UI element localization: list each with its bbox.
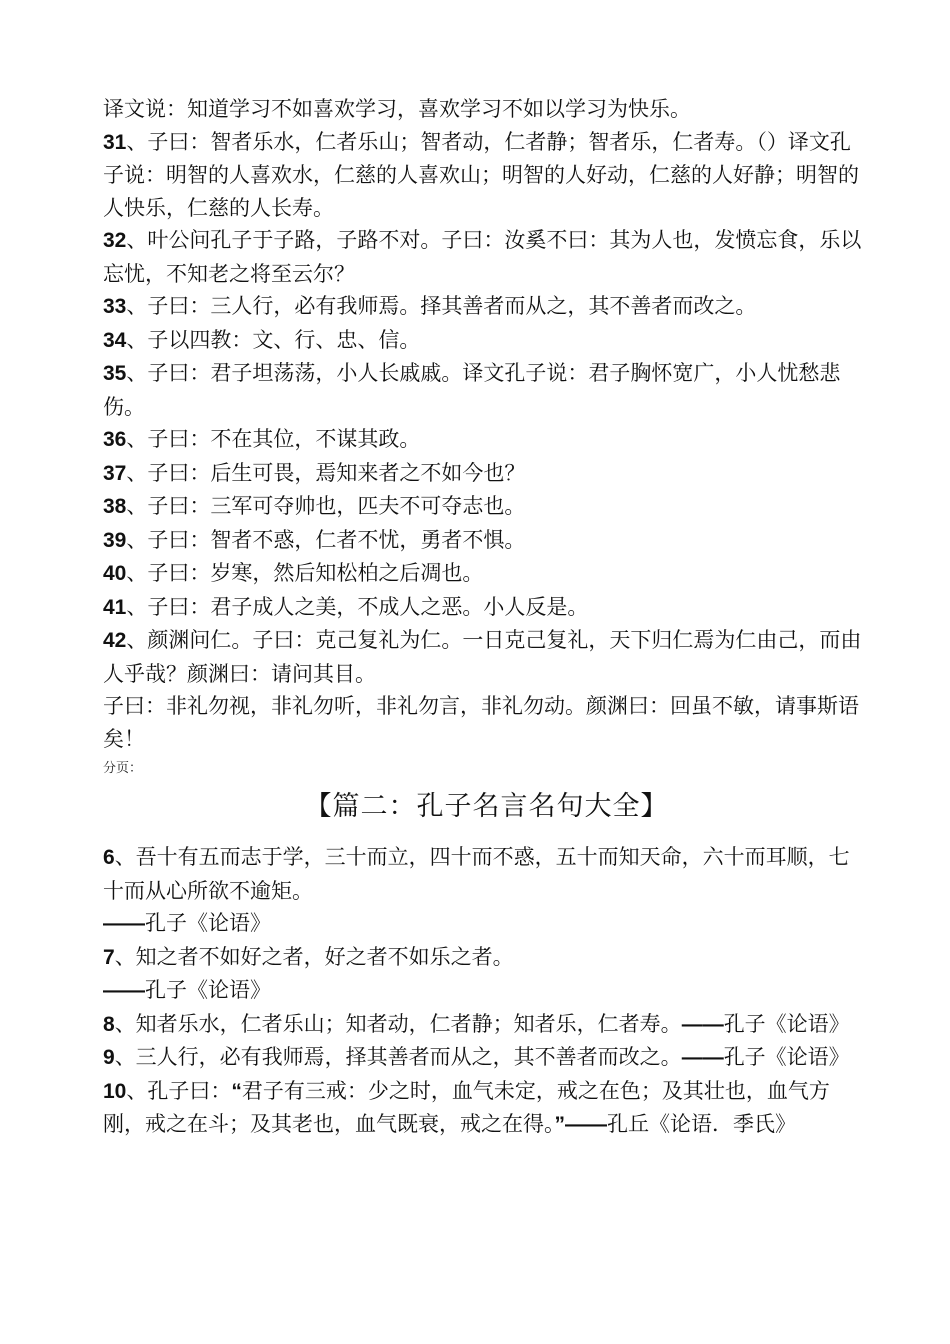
- em-dash: ——: [681, 1046, 724, 1069]
- item-text: 、子曰：不在其位，不谋其政。: [126, 427, 421, 451]
- item-text: 、子以四教：文、行、忠、信。: [126, 327, 421, 352]
- translation-line: 译文说：知道学习不如喜欢学习，喜欢学习不如以学习为快乐。: [103, 97, 691, 121]
- em-dash: ——: [103, 979, 145, 1002]
- quote-33: [103, 290, 870, 324]
- quote-40: [103, 557, 870, 591]
- quote-9: [103, 1041, 870, 1075]
- quote-32: [103, 224, 870, 290]
- item-text: 、子曰：岁寒，然后知松柏之后凋也。: [126, 561, 484, 585]
- em-dash: ——: [103, 912, 145, 935]
- item-text: 、子曰：三人行，必有我师焉。择其善者而从之，其不善者而改之。: [126, 294, 757, 318]
- quote-35: [103, 357, 870, 423]
- source-text: 孔子《论语》: [723, 1011, 850, 1036]
- em-dash: ——: [681, 1012, 724, 1036]
- item-text: 、吾十有五而志于学，三十而立，四十而不惑，五十而知天命，六十而耳顺，七十而从心所欲不逾矩。: [103, 845, 850, 903]
- open-quote: “: [231, 1079, 242, 1103]
- item-number: 37: [103, 461, 127, 485]
- item-text: 、三人行，必有我师焉，择其善者而从之，其不善者而改之。: [114, 1045, 682, 1069]
- item-text: 、子曰：君子成人之美，不成人之恶。小人反是。: [126, 594, 589, 619]
- source-text: 孔子《论语》: [723, 1045, 850, 1069]
- item-number: 6: [103, 846, 115, 869]
- item-number: 33: [103, 295, 127, 318]
- quote-36: [103, 423, 870, 457]
- item-number: 38: [103, 495, 127, 518]
- item-text: 、知者乐水，仁者乐山；知者动，仁者静；知者乐，仁者寿。: [114, 1011, 682, 1036]
- quote-37: [103, 457, 870, 491]
- quote-42: [103, 624, 870, 690]
- item-text: 、叶公问孔子于子路，子路不对。子曰：汝奚不曰：其为人也，发愤忘食，乐以忘忧，不知老之将至云尔？: [103, 228, 862, 286]
- quote-7-source: [103, 974, 870, 1008]
- item-text: 、子曰：智者不惑，仁者不忧，勇者不惧。: [126, 527, 526, 552]
- quote-text: 君子有三戒：少之时，血气未定，戒之在色；及其壮也，血气方刚，戒之在斗；及其老也，血气既衰，戒之在得。: [103, 1078, 830, 1136]
- item-number: 34: [103, 328, 127, 352]
- quote-7: [103, 941, 870, 975]
- quote-8: [103, 1008, 870, 1042]
- item-number: 8: [103, 1012, 115, 1036]
- quote-31: [103, 126, 870, 225]
- close-quote: ”: [554, 1113, 565, 1136]
- item-number: 36: [103, 428, 127, 451]
- item-number: 32: [103, 229, 127, 252]
- item-text: 、孔子曰：: [126, 1078, 232, 1103]
- item-text: 、知之者不如好之者，好之者不如乐之者。: [114, 944, 514, 969]
- item-number: 7: [103, 945, 115, 969]
- item-text: 、子曰：君子坦荡荡，小人长戚戚。译文孔子说：君子胸怀宽广，小人忧愁悲伤。: [103, 361, 841, 419]
- item-number: 39: [103, 528, 127, 552]
- quote-10: [103, 1075, 870, 1142]
- quote-39: [103, 524, 870, 558]
- item-number: 41: [103, 595, 127, 619]
- pagebreak-label: 分页：: [103, 761, 143, 776]
- item-text: 、颜渊问仁。子曰：克己复礼为仁。一日克己复礼，天下归仁焉为仁由己，而由人乎哉？颜渊曰：请问其目。: [103, 628, 862, 686]
- section-heading: 【篇二：孔子名言名句大全】: [304, 791, 669, 822]
- item-text: 、子曰：智者乐水，仁者乐山；智者动，仁者静；智者乐，仁者寿。（）译文孔子说：明智的人喜欢水，仁慈的人喜欢山；明智的人好动，仁慈的人好静；明智的人快乐，仁慈的人长寿。: [103, 129, 859, 220]
- item-number: 31: [103, 130, 127, 154]
- item-number: 40: [103, 562, 127, 585]
- item-number: 35: [103, 362, 127, 385]
- item-number: 42: [103, 629, 127, 652]
- em-dash: ——: [565, 1113, 607, 1136]
- quote-41: [103, 591, 870, 625]
- item-text: 、子曰：后生可畏，焉知来者之不如今也？: [126, 460, 526, 485]
- source-text: 孔子《论语》: [145, 911, 271, 935]
- quote-6-source: [103, 907, 870, 941]
- quote-38: [103, 490, 870, 524]
- item-text: 、子曰：三军可夺帅也，匹夫不可夺志也。: [126, 494, 526, 518]
- quote-34: [103, 324, 870, 358]
- quote-6: [103, 841, 870, 907]
- source-text: 孔丘《论语．季氏》: [607, 1112, 796, 1136]
- item-number: 10: [103, 1079, 127, 1103]
- source-text: 孔子《论语》: [145, 978, 271, 1002]
- quote-42-continued: 子曰：非礼勿视，非礼勿听，非礼勿言，非礼勿动。颜渊曰：回虽不敏，请事斯语矣！: [103, 694, 859, 751]
- item-number: 9: [103, 1046, 115, 1069]
